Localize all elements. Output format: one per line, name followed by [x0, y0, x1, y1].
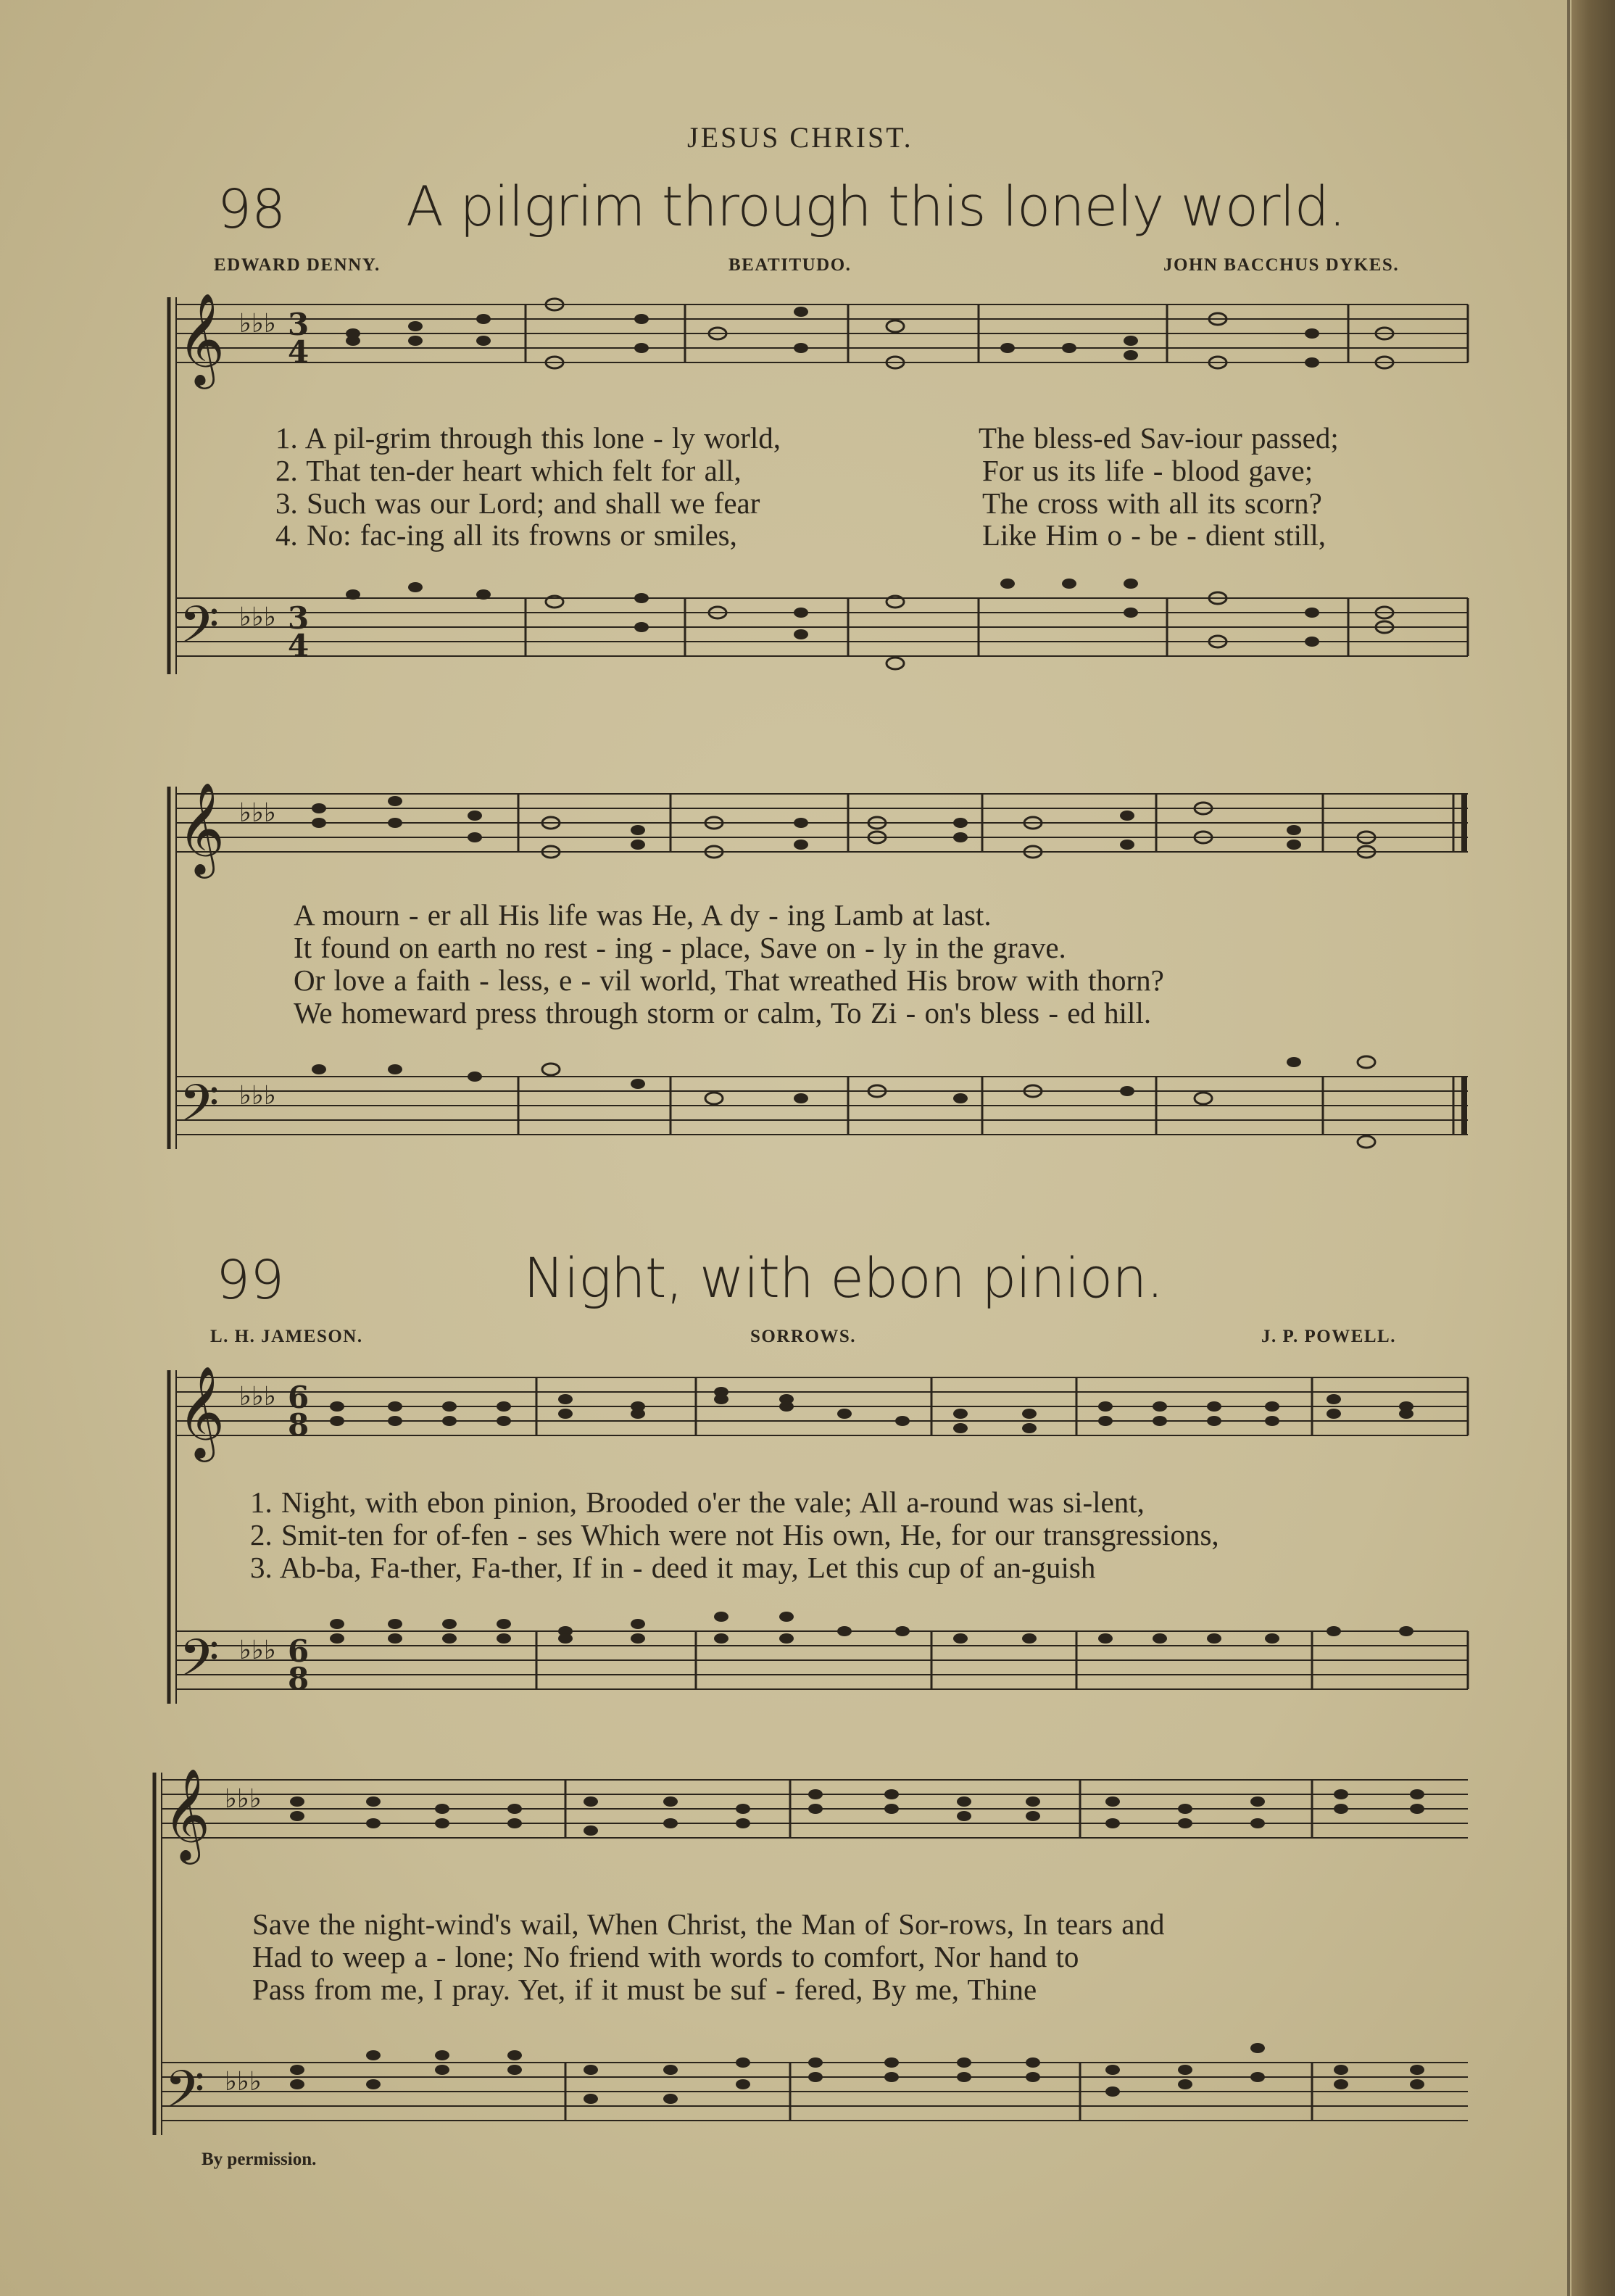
bass-key-signature-flats: ♭♭♭ [239, 1080, 276, 1111]
time-signature-bottom: 4 [288, 334, 310, 370]
bass-time-signature-bottom: 8 [288, 1661, 310, 1696]
bass-clef-icon: 𝄢 [179, 1074, 220, 1146]
hymn-98-s2-verse-4: We homeward press through storm or calm, To Zi - on's bless - ed hill. [294, 996, 1152, 1029]
treble-clef-icon: 𝄞 [178, 1365, 225, 1458]
key-signature-flats: ♭♭♭ [225, 1783, 262, 1814]
hymn-98-s1-verse-1-a: 1. A pil-grim through this lone - ly world, [275, 421, 781, 455]
key-signature-flats: ♭♭♭ [239, 308, 276, 339]
hymn-98-treble-staff-2 [176, 794, 1468, 852]
treble-clef-icon: 𝄞 [178, 782, 225, 874]
hymn-title-98: A pilgrim through this lonely world. [406, 174, 1345, 239]
hymn-number-99: 99 [216, 1249, 285, 1311]
treble-clef-icon: 𝄞 [178, 292, 225, 385]
hymn-98-s2-verse-1: A mourn - er all His life was He, A dy - ing Lamb at last. [294, 898, 992, 932]
hymn-98-s1-verse-2-a: 2. That ten-der heart which felt for all, [275, 454, 742, 487]
hymn-98-tune: BEATITUDO. [728, 255, 852, 275]
permission-note: By permission. [202, 2150, 317, 2169]
time-signature-bottom: 8 [288, 1407, 310, 1443]
hymn-98-s1-verse-4-a: 4. No: fac-ing all its frowns or smiles, [275, 518, 737, 552]
hymn-99-s2-verse-2: Had to weep a - lone; No friend with words to comfort, Nor hand to [252, 1940, 1079, 1973]
hymn-98-s2-verse-3: Or love a faith - less, e - vil world, That wreathed His brow with thorn? [294, 963, 1164, 997]
bass-time-signature-top: 6 [288, 1633, 310, 1669]
hymn-99-author: L. H. JAMESON. [210, 1327, 363, 1346]
hymn-99-s1-verse-2: 2. Smit-ten for of-fen - ses Which were not His own, He, for our transgressions, [250, 1518, 1219, 1551]
hymn-number-98: 98 [217, 178, 286, 241]
bass-time-signature-top: 3 [288, 600, 310, 636]
hymn-99-s2-verse-1: Save the night-wind's wail, When Christ, the Man of Sor-rows, In tears and [252, 1907, 1165, 1941]
hymn-99-s1-verse-3: 3. Ab-ba, Fa-ther, Fa-ther, If in - deed it may, Let this cup of an-guish [250, 1551, 1096, 1584]
hymn-title-99: Night, with ebon pinion. [523, 1246, 1163, 1310]
hymn-98-s1-verse-4-b: Like Him o - be - dient still, [982, 518, 1327, 552]
time-signature-top: 3 [288, 307, 310, 342]
bass-time-signature-bottom: 4 [288, 628, 310, 663]
page-gutter-line [1567, 0, 1570, 2296]
bass-key-signature-flats: ♭♭♭ [239, 1635, 276, 1665]
hymn-99-composer: J. P. POWELL. [1261, 1327, 1396, 1346]
hymn-99-tune: SORROWS. [750, 1327, 857, 1346]
key-signature-flats: ♭♭♭ [239, 1381, 276, 1412]
treble-clef-icon: 𝄞 [163, 1767, 211, 1860]
hymn-99-s2-verse-3: Pass from me, I pray. Yet, if it must be suf - fered, By me, Thine [252, 1973, 1037, 2006]
bass-clef-icon: 𝄢 [179, 595, 220, 668]
book-spine [1572, 0, 1615, 2296]
hymn-98-bass-staff [176, 598, 1468, 656]
hymn-99-bass-staff-2 [162, 2063, 1468, 2121]
hymn-99-s1-verse-1: 1. Night, with ebon pinion, Brooded o'er the vale; All a-round was si-lent, [250, 1485, 1145, 1519]
hymn-98-bass-staff-2 [176, 1077, 1468, 1135]
bass-clef-icon: 𝄢 [179, 1628, 220, 1701]
bass-key-signature-flats: ♭♭♭ [239, 602, 276, 632]
hymn-98-s2-verse-2: It found on earth no rest - ing - place, Save on - ly in the grave. [294, 931, 1066, 964]
hymn-98-s1-verse-3-a: 3. Such was our Lord; and shall we fear [275, 486, 760, 520]
section-header: JESUS CHRIST. [687, 121, 913, 154]
bass-key-signature-flats: ♭♭♭ [225, 2066, 262, 2097]
hymn-98-s1-verse-1-b: The bless-ed Sav-iour passed; [979, 421, 1339, 455]
hymn-98-s1-verse-2-b: For us its life - blood gave; [982, 454, 1313, 487]
hymn-98-composer: JOHN BACCHUS DYKES. [1163, 255, 1400, 275]
time-signature-top: 6 [288, 1380, 310, 1415]
hymn-98-author: EDWARD DENNY. [214, 255, 381, 275]
bass-clef-icon: 𝄢 [165, 2060, 205, 2132]
hymn-98-s1-verse-3-b: The cross with all its scorn? [982, 486, 1322, 520]
hymn-98-treble-staff [176, 304, 1468, 362]
key-signature-flats: ♭♭♭ [239, 797, 276, 828]
